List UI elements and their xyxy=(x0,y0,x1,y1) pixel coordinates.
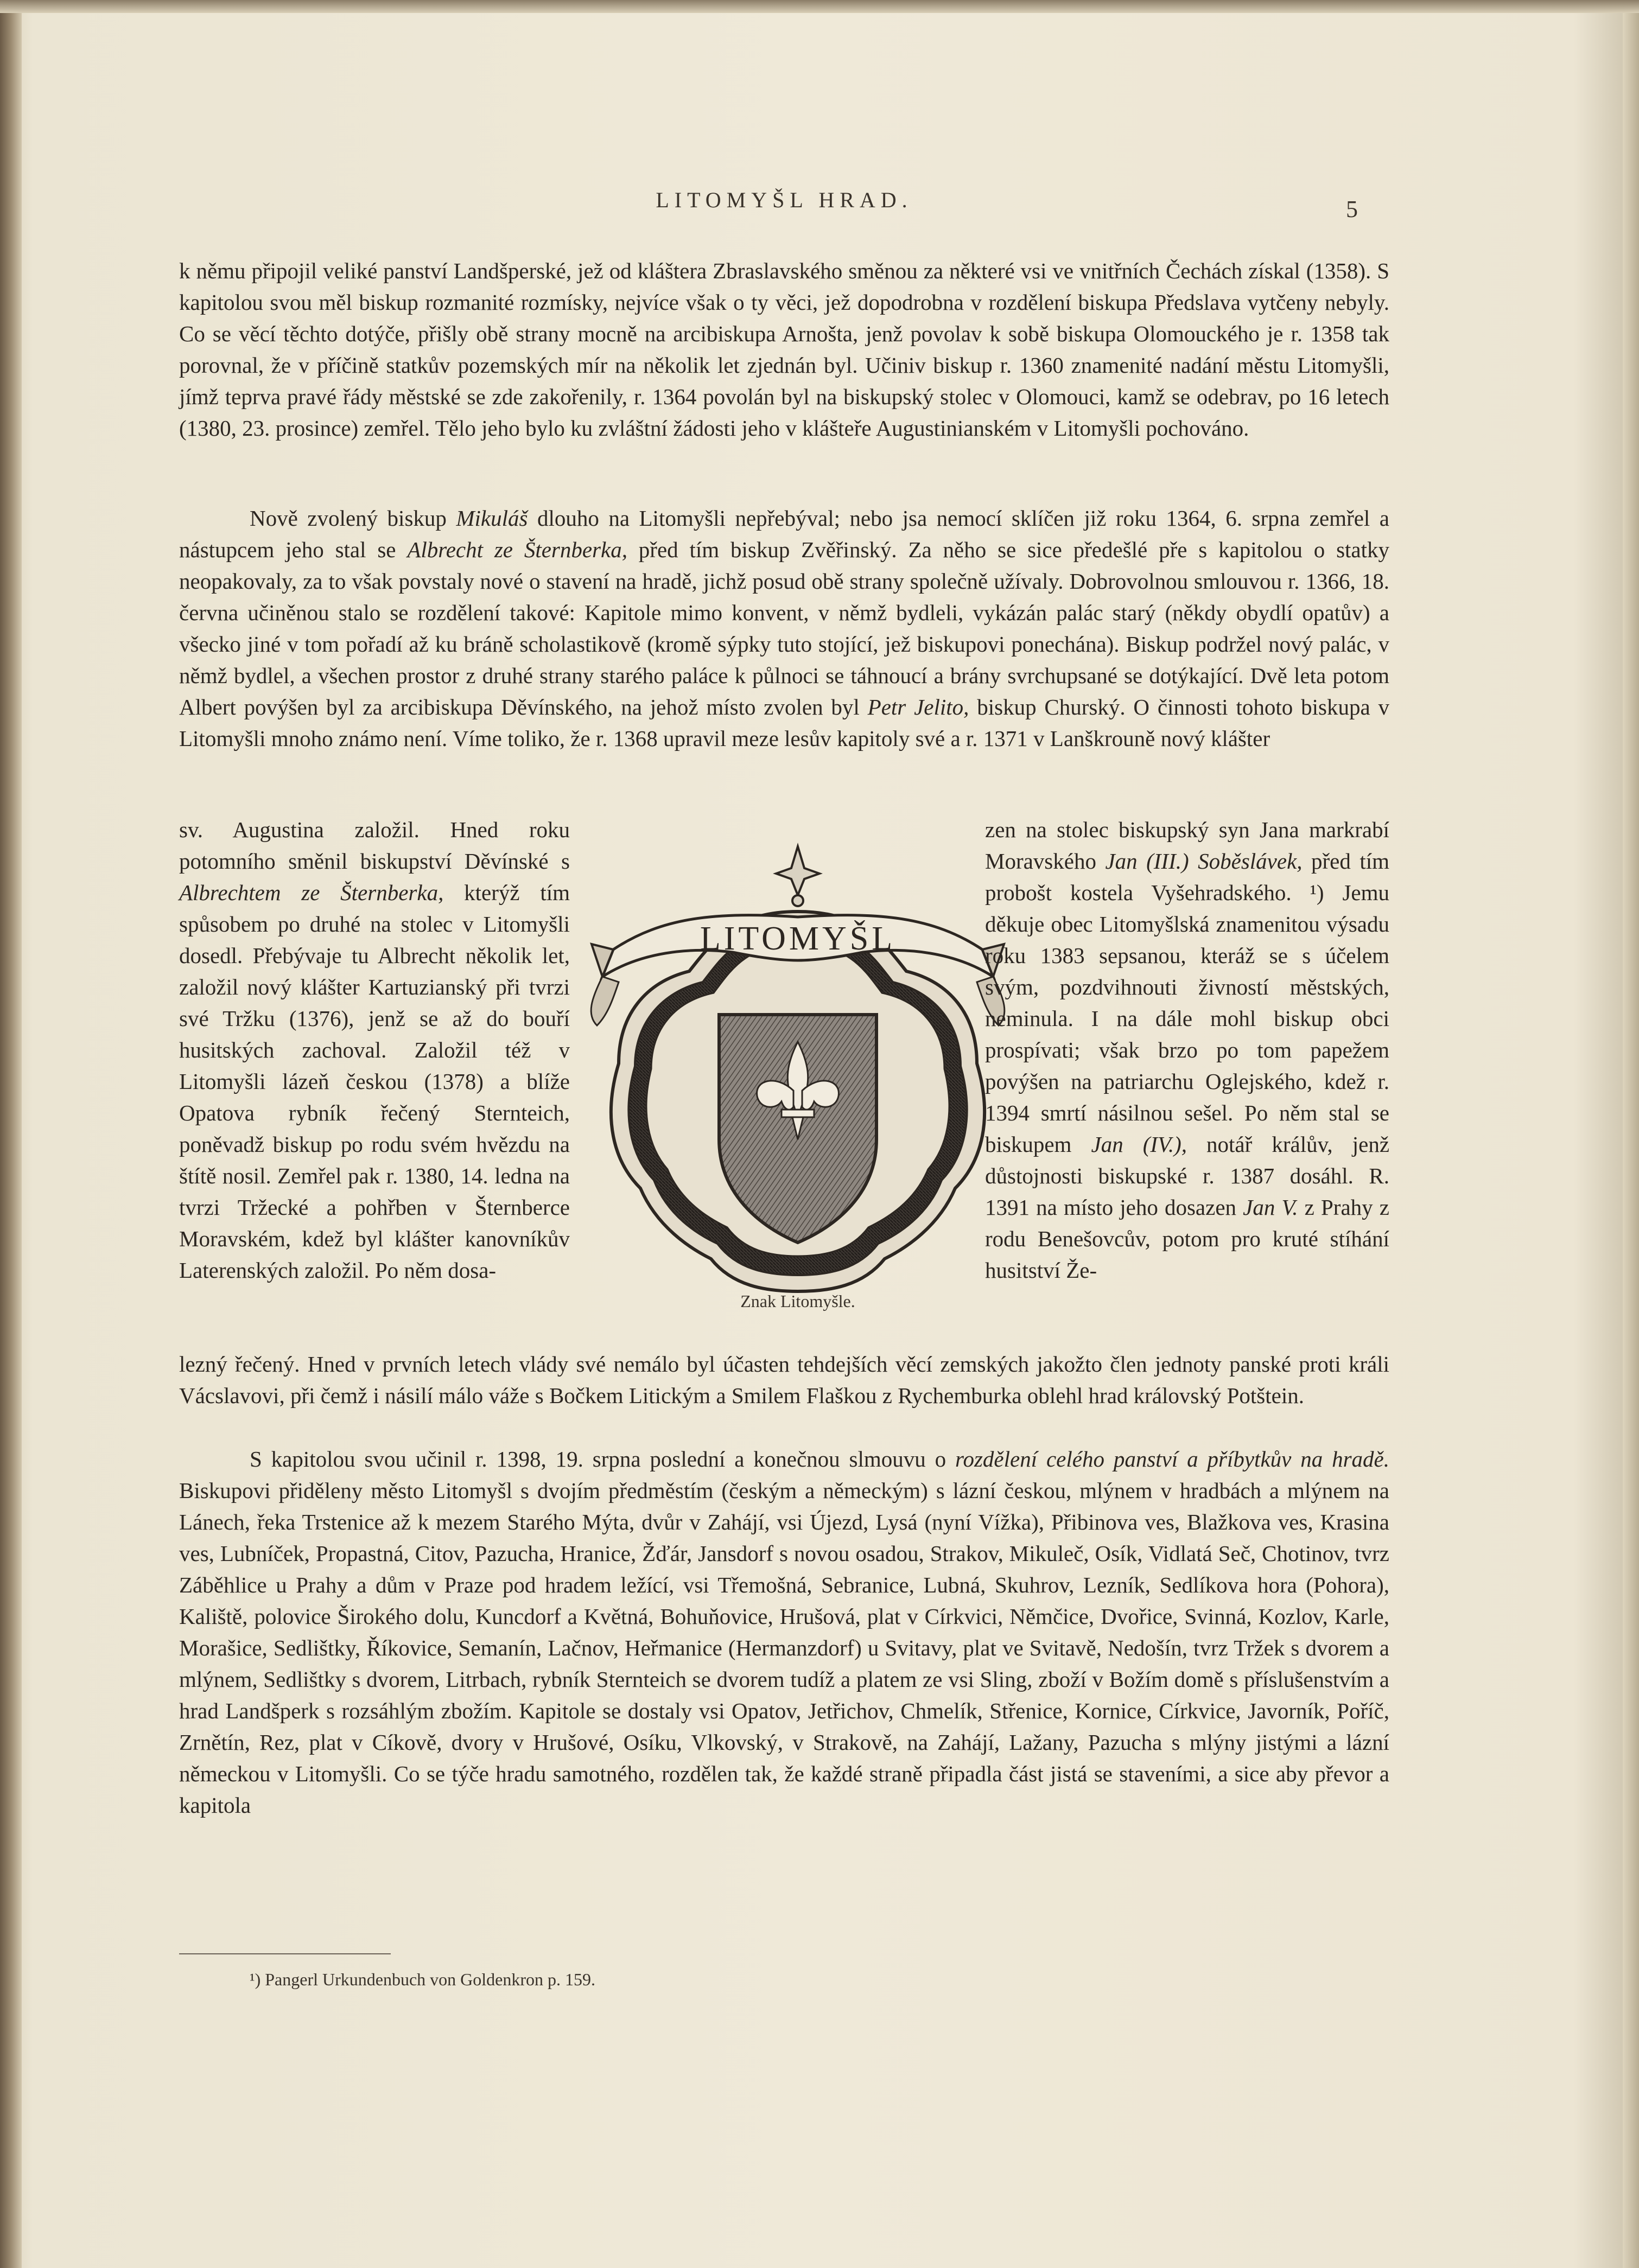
p2-segment-a: Nově zvolený biskup xyxy=(250,506,456,531)
right-col-name-jan-v: Jan V. xyxy=(1243,1195,1298,1220)
p2-name-albrecht: Albrecht ze Šternberka, xyxy=(407,537,627,562)
right-column-text xyxy=(985,814,1389,1286)
right-col-segment-b: před tím probošt kostela Vyšehradského. ¹) Jemu děkuje obec Litomyšlská znamenitou výsadu roku 1383 sepsanou, kteráž se s účelem svým, pozdvihnouti živností městských, neminula. I na dále mohl biskup obci prospívati; však brzo po tom papežem povýšen na patriarchu Oglejského, kdež r. 1394 smrtí násilnou sešel. Po něm stal se biskupem xyxy=(985,849,1389,1157)
footnote: ¹) Pangerl Urkundenbuch von Goldenkron p. 159. xyxy=(250,1970,596,1989)
paragraph-4-text xyxy=(179,1443,1389,1821)
paragraph-1-text: k němu připojil veliké panství Landšperské, jež od kláštera Zbraslavského směnou za některé vsi ve vnitřních Čechách získal (1358). S kapitolou svou měl biskup rozmanité rozmísky, nejvíce však o ty věci, jež dopodrobna v rozdělení biskupa Předslava vytčeny nebyly. Co se věcí těchto dotýče, přišly obě strany mocně na arcibiskupa Arnošta, jenž povolav k sobě biskupa Olomouckého je r. 1358 tak porovnal, že v příčině statkův pozemských mír na několik let zjednán byl. Učiniv biskup r. 1360 znamenité nadání městu Litomyšli, jímž teprva pravé řády městské se zde zakořenily, r. 1364 povolán byl na biskupský stolec v Olomouci, kamž se odebrav, po 16 letech (1380, 23. prosince) zemřel. Tělo jeho bylo ku zvláštní žádosti jeho v klášteře Augustinianském v Litomyšli pochováno. xyxy=(179,258,1389,441)
right-col-segment-d: z Prahy z rodu Benešovcův, potom pro kruté stíhání husitství Že- xyxy=(985,1195,1389,1283)
litomysl-coat-of-arms xyxy=(581,836,1015,1324)
p4-segment-b: Biskupovi přiděleny město Litomyšl s dvojím předměstím (českým a německým) s lázní českou, mlýnem v hradbách a mlýnem na Lánech, řeka Trstenice až k mezem Starého Mýta, dvůr v Zahájí, vsi Újezd, Lysá (nyní Vížka), Přibinova ves, Blažkova ves, Krasina ves, Lubníček, Propastná, Citov, Pazucha, Hranice, Žďár, Jansdorf s novou osadou, Strakov, Mikuleč, Osík, Vidlatá Seč, Chotinov, tvrz Záběhlice u Prahy a dům v Praze pod hradem ležící, vsi Třemošná, Sebranice, Lubná, Skuhrov, Lezník, Sedlíkova hora (Pohora), Kaliště, polovice Širokého dolu, Kuncdorf a Květná, Bohuňovice, Hrušová, plat v Církvici, Němčice, Dvořice, Svinná, Kozlov, Karle, Morašice, Sedlištky, Říkovice, Semanín, Lačnov, Heřmanice (Hermanzdorf) u Svitavy, plat ve Svitavě, Nedošín, tvrz Tržek s dvorem a mlýnem, Sedlištky s dvorem, Litrbach, rybník Sternteich se dvorem tudíž a platem ze vsi Sling, zboží v Božím domě s příslušenstvím a hrad Landšperk s rozsáhlým zbožím. Kapitole se dostaly vsi Opatov, Jetřichov, Chmelík, Střenice, Kornice, Církvice, Javorník, Poříč, Zrnětín, Rez, plat v Cíkově, dvory v Hrušové, Osíku, Vlkovský, v Strakově, na Zahájí, Lažany, Pazucha s mlýny jistými a lázní německou v Litomyšli. Co se týče hradu samotného, rozdělen tak, že každé straně připadla část jistá se staveními, a sice aby převor a kapitola xyxy=(179,1478,1389,1818)
right-col-name-jan-iii: Jan (III.) Soběslávek, xyxy=(1105,849,1303,874)
left-col-segment-a: sv. Augustina založil. Hned roku potomního směnil biskupství Děvínské s xyxy=(179,817,570,874)
footnote-rule xyxy=(179,1953,391,1954)
p2-name-petr-jelito: Petr Jelito, xyxy=(867,695,969,719)
page-number: 5 xyxy=(1346,196,1358,222)
emblem-caption: Znak Litomyšle. xyxy=(740,1291,855,1311)
p2-segment-d: biskup Churský. O činnosti tohoto biskupa v Litomyšli mnoho známo není. Víme toliko, že r. 1368 upravil meze lesův kapitoly své a r. 1371 v Lanškrouně nový klášter xyxy=(179,695,1389,751)
paragraph-2 xyxy=(179,502,1389,754)
p2-segment-c: před tím biskup Zvěřinský. Za něho se sice předešlé pře s kapitolou o statky neopakovaly, za to však povstaly nové o stavení na hradě, jichž posud obě strany společně užívaly. Dobrovolnou smlouvou r. 1366, 18. června učiněnou stalo se rozdělení takové: Kapitole mimo konvent, v němž bydleli, vykázán palác starý (někdy obydlí opatův) a všecko jiné v tom pořadí až ku bráně scholastikově (kromě sýpky tuto stojící, jež biskupovi ponechána). Biskup podržel nový palác, v němž bydlel, a všechen prostor z druhé strany starého paláce k půlnoci se táhnoucí a brány svrchupsané se dotýkající. Dvě leta potom Albert povýšen byl za arcibiskupa Děvínského, na jehož místo zvolen byl xyxy=(179,537,1390,719)
paragraph-3 xyxy=(179,1348,1389,1411)
right-col-segment-c: notář králův, jenž důstojnosti biskupské r. 1387 dosáhl. R. 1391 na místo jeho dosazen xyxy=(985,1132,1390,1220)
p2-name-mikulas: Mikuláš xyxy=(456,506,528,531)
p4-segment-a: S kapitolou svou učinil r. 1398, 19. srpna poslední a konečnou slmouvu o xyxy=(250,1447,956,1471)
paragraph-1 xyxy=(179,255,1389,444)
running-title: LITOMYŠL HRAD. xyxy=(656,188,913,212)
right-col-name-jan-iv: Jan (IV.), xyxy=(1091,1132,1187,1157)
ribbon-text: LITOMYŠL xyxy=(700,920,896,957)
p4-emphasis: rozdělení celého panství a příbytkův na hradě. xyxy=(955,1447,1389,1471)
left-column xyxy=(179,814,570,1286)
right-col-segment-a: zen na stolec biskupský syn Jana markrabí Moravského xyxy=(985,817,1389,874)
left-col-segment-b: kterýž tím spůsobem po druhé na stolec v Litomyšli dosedl. Přebývaje tu Albrecht několik let, založil nový klášter Kartuzianský při tvrzi své Tržku (1376), jenž se až do bouří husitských zachoval. Založil též v Litomyšli lázeň českou (1378) a blíže Opatova rybník řečený Sternteich, poněvadž biskup po rodu svém hvězdu na štítě nosil. Zemřel pak r. 1380, 14. ledna na tvrzi Tržecké a pohřben v Šternberce Moravském, kdež byl klášter kanovníkův Laterenských založil. Po něm dosa- xyxy=(179,880,570,1283)
left-col-name-albrecht: Albrechtem ze Šternberka, xyxy=(179,880,444,905)
right-column xyxy=(985,814,1389,1286)
left-column-text xyxy=(179,814,570,1286)
coat-of-arms-icon xyxy=(581,836,1015,1324)
paragraph-4 xyxy=(179,1443,1389,1821)
paragraph-3-text: lezný řečený. Hned v prvních letech vlády své nemálo byl účasten tehdejších věcí zemských jakožto člen jednoty panské proti králi Vácslavovi, při čemž i násilí málo váže s Bočkem Litickým a Smilem Flaškou z Rychemburka oblehl hrad královský Potštein. xyxy=(179,1352,1389,1408)
p2-segment-b: dlouho na Litomyšli nepřebýval; nebo jsa nemocí sklíčen již roku 1364, 6. srpna zemřel a nástupcem jeho stal se xyxy=(179,506,1389,562)
paragraph-2-text xyxy=(179,502,1389,754)
